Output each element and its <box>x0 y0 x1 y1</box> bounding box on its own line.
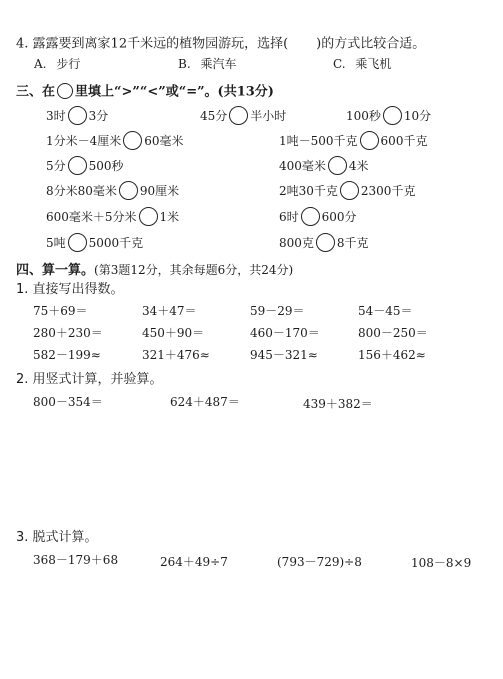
q4-option-a[interactable] <box>34 58 80 70</box>
compare-left: 6时 <box>279 210 299 224</box>
compare-circle[interactable] <box>68 106 87 125</box>
option-a-text: 步行 <box>56 57 81 71</box>
section3-heading <box>16 84 274 100</box>
compare-circle[interactable] <box>316 233 335 252</box>
compare-right: 600分 <box>321 210 357 224</box>
compare-item <box>46 234 143 253</box>
compare-right: 8千克 <box>336 236 369 250</box>
compare-left: 8分米80毫米 <box>46 184 117 198</box>
q4-text-before: 露露要到离家12千米远的植物园游玩，选择( <box>32 36 289 52</box>
calc-item: 945－321≈ <box>250 348 318 362</box>
vertical-calc-item: 624＋487＝ <box>170 395 240 409</box>
q4-text-after: )的方式比较合适。 <box>316 36 426 52</box>
compare-left: 2吨30千克 <box>279 184 338 198</box>
stepwise-calc-item: (793－729)÷8 <box>277 555 362 569</box>
compare-circle[interactable] <box>229 106 248 125</box>
compare-circle[interactable] <box>328 156 347 175</box>
compare-right: 2300千克 <box>360 184 416 198</box>
section3-heading-after: 里填上“>”“<”或“=”。(共13分) <box>75 84 274 100</box>
q4-option-c[interactable] <box>333 58 391 70</box>
compare-circle[interactable] <box>301 207 320 226</box>
compare-circle[interactable] <box>68 156 87 175</box>
calc-item: 582－199≈ <box>33 348 101 362</box>
section3-heading-before: 三、在 <box>16 84 56 100</box>
section4-heading-main: 四、算一算。 <box>16 263 95 278</box>
compare-item <box>46 157 124 176</box>
compare-right: 半小时 <box>250 109 287 123</box>
option-b-text: 乘汽车 <box>200 57 237 71</box>
compare-left: 5吨 <box>46 236 66 250</box>
compare-left: 400毫米 <box>279 159 326 173</box>
option-c-label: C. <box>333 57 346 71</box>
calc-item: 450＋90＝ <box>142 326 205 340</box>
option-c-text: 乘飞机 <box>355 57 392 71</box>
compare-circle[interactable] <box>139 207 158 226</box>
q4-option-b[interactable] <box>178 58 236 70</box>
section4-heading-note: (第3题12分，其余每题6分，共24分) <box>94 263 294 277</box>
compare-circle[interactable] <box>340 181 359 200</box>
compare-item <box>46 107 108 126</box>
compare-circle[interactable] <box>123 131 142 150</box>
compare-left: 5分 <box>46 159 66 173</box>
compare-item <box>279 182 415 201</box>
compare-right: 1米 <box>159 210 180 224</box>
calc-item: 280＋230＝ <box>33 326 103 340</box>
compare-left: 1吨－500千克 <box>279 134 358 148</box>
compare-item <box>200 107 286 126</box>
q2-title: 2. 用竖式计算，并验算。 <box>16 372 163 387</box>
circle-icon <box>57 83 73 99</box>
calc-item: 460－170＝ <box>250 326 320 340</box>
compare-right: 90厘米 <box>139 184 180 198</box>
compare-circle[interactable] <box>383 106 402 125</box>
compare-right: 500秒 <box>88 159 124 173</box>
q3-title: 3. 脱式计算。 <box>16 530 98 545</box>
calc-item: 321＋476≈ <box>142 348 210 362</box>
compare-item <box>279 208 357 227</box>
calc-item: 156＋462≈ <box>358 348 426 362</box>
option-b-label: B. <box>178 57 191 71</box>
calc-item: 54－45＝ <box>358 304 413 318</box>
compare-item <box>346 107 431 126</box>
q1-title: 1. 直接写出得数。 <box>16 282 124 297</box>
compare-circle[interactable] <box>360 131 379 150</box>
calc-item: 75＋69＝ <box>33 304 88 318</box>
option-a-label: A. <box>34 57 47 71</box>
compare-right: 600千克 <box>380 134 428 148</box>
compare-right: 5000千克 <box>88 236 144 250</box>
compare-item <box>279 157 369 176</box>
compare-left: 45分 <box>200 109 228 123</box>
calc-item: 800－250＝ <box>358 326 428 340</box>
vertical-calc-item: 800－354＝ <box>33 395 103 409</box>
compare-item <box>46 132 184 151</box>
compare-item <box>279 132 427 151</box>
compare-item <box>279 234 369 253</box>
compare-left: 100秒 <box>346 109 381 123</box>
compare-right: 60毫米 <box>144 134 184 148</box>
stepwise-calc-item: 264＋49÷7 <box>160 555 228 569</box>
compare-item <box>46 182 179 201</box>
calc-item: 59－29＝ <box>250 304 305 318</box>
q4-number: 4. <box>16 36 29 52</box>
compare-circle[interactable] <box>68 233 87 252</box>
compare-right: 4米 <box>348 159 369 173</box>
compare-left: 1分米－4厘米 <box>46 134 122 148</box>
compare-right: 3分 <box>88 109 109 123</box>
stepwise-calc-item: 108－8×9 <box>411 556 472 570</box>
calc-item: 34＋47＝ <box>142 304 197 318</box>
stepwise-calc-item: 368－179＋68 <box>33 553 119 567</box>
compare-left: 600毫米＋5分米 <box>46 210 137 224</box>
vertical-calc-item: 439＋382＝ <box>303 397 373 411</box>
q4-answer-blank[interactable] <box>288 36 316 50</box>
compare-left: 3时 <box>46 109 66 123</box>
compare-right: 10分 <box>403 109 432 123</box>
q4-line <box>16 37 425 51</box>
compare-left: 800克 <box>279 236 314 250</box>
compare-item <box>46 208 179 227</box>
compare-circle[interactable] <box>119 181 138 200</box>
section4-heading <box>16 261 293 277</box>
